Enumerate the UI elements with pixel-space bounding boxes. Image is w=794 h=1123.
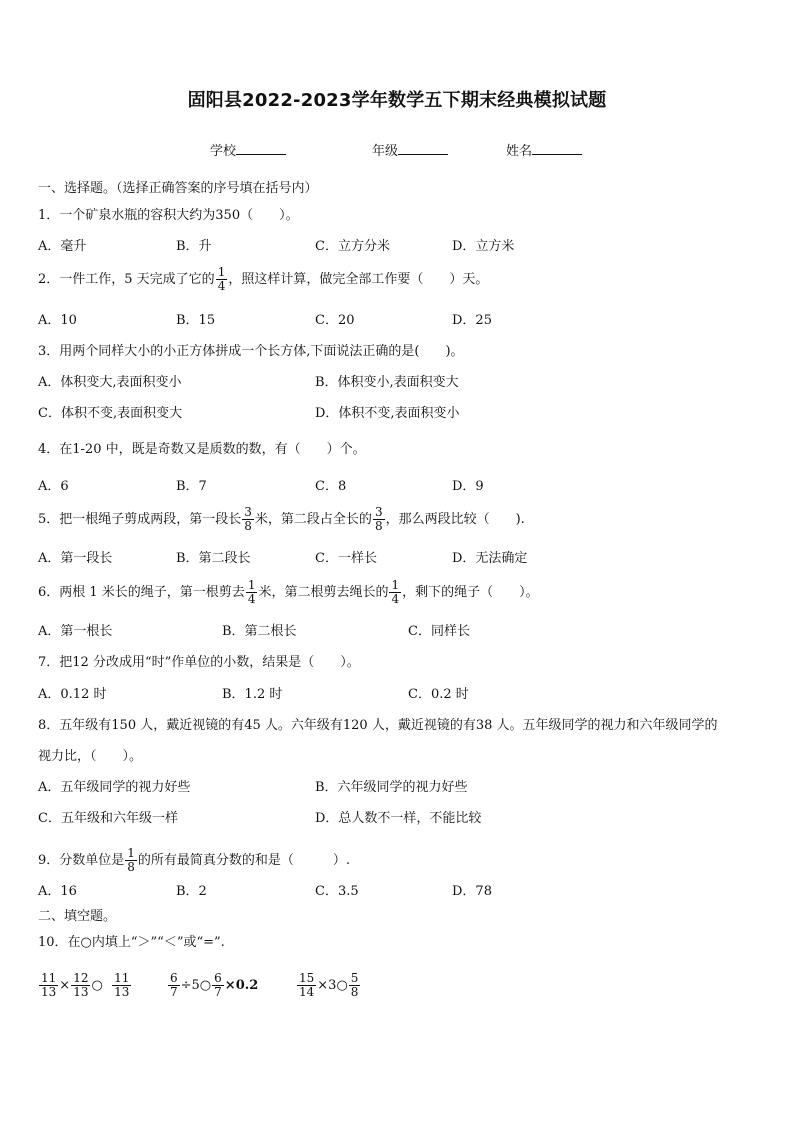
q5-text-pre: 5．把一根绳子剪成两段，第一段长	[38, 512, 242, 527]
q10-e1-n2: 12	[73, 971, 89, 985]
q5-option-a[interactable]: A．第一段长	[38, 551, 113, 566]
q10-e3-n1: 15	[299, 971, 315, 985]
q6-text-mid: 米，第二根剪去绳长的	[258, 585, 389, 600]
q6-frac2-num: 1	[391, 578, 400, 592]
q10-e1-compare-circle[interactable]: ○	[91, 978, 103, 993]
q10-e3-frac-1	[297, 972, 316, 999]
q9-fraction	[125, 847, 137, 874]
q7-option-b[interactable]: B．1.2 时	[222, 687, 283, 702]
q10-e2-n1: 6	[170, 971, 178, 985]
q10-e2-d2: 7	[214, 985, 222, 999]
q9-text-post: 的所有最简真分数的和是（ ）.	[137, 853, 351, 868]
q5-fraction-1	[242, 506, 254, 533]
question-8-cont: 视力比，（ ）。	[38, 749, 143, 764]
school-blank[interactable]	[236, 142, 286, 155]
grade-blank[interactable]	[398, 142, 448, 155]
question-2	[38, 266, 488, 293]
q2-frac-num: 1	[217, 265, 226, 279]
name-field	[506, 140, 582, 159]
q1-option-c[interactable]: C．立方分米	[315, 239, 390, 254]
question-5	[38, 506, 525, 533]
q6-fraction-2	[389, 579, 401, 606]
q5-frac1-num: 3	[244, 505, 252, 519]
q10-e3-d2: 8	[350, 985, 359, 999]
q6-frac1-den: 4	[247, 592, 256, 606]
q6-option-a[interactable]: A．第一根长	[38, 624, 113, 639]
q5-text-post: ，那么两段比较（ ).	[385, 512, 525, 527]
q5-frac2-den: 8	[374, 519, 383, 533]
q1-option-a[interactable]: A．毫升	[38, 239, 87, 254]
q5-frac2-num: 3	[374, 505, 383, 519]
q4-option-c[interactable]: C．8	[315, 479, 347, 494]
q10-e3-operator-compare[interactable]: ×3○	[317, 978, 348, 993]
q10-e2-tail: ×0.2	[224, 978, 259, 993]
q2-fraction	[216, 266, 228, 293]
q1-option-b[interactable]: B．升	[176, 239, 212, 254]
q6-frac1-num: 1	[247, 578, 256, 592]
q10-e2-operator-compare[interactable]: ÷5○	[180, 978, 212, 993]
section-heading-2: 二、填空题。	[38, 909, 117, 924]
q9-option-d[interactable]: D．78	[452, 884, 492, 899]
q6-text-pre: 6．两根 1 米长的绳子，第一根剪去	[38, 585, 245, 600]
question-6	[38, 579, 539, 606]
q10-e1-d1: 13	[41, 985, 57, 999]
q10-expression-3	[296, 972, 361, 999]
q9-option-b[interactable]: B．2	[176, 884, 207, 899]
q10-e2-n2: 6	[214, 971, 222, 985]
q9-option-a[interactable]: A．16	[38, 884, 77, 899]
q4-option-b[interactable]: B．7	[176, 479, 207, 494]
q7-option-a[interactable]: A．0.12 时	[38, 687, 107, 702]
q3-option-c[interactable]: C．体积不变,表面积变大	[38, 406, 183, 421]
q10-e1-frac-2	[71, 972, 90, 999]
question-9	[38, 847, 350, 874]
school-field	[210, 140, 286, 159]
q10-e1-d3: 13	[114, 985, 130, 999]
q10-e3-frac-2	[349, 972, 361, 999]
name-label: 姓名	[506, 144, 533, 159]
q8-option-d[interactable]: D．总人数不一样，不能比较	[315, 811, 482, 826]
grade-label: 年级	[372, 144, 399, 159]
q8-option-b[interactable]: B．六年级同学的视力好些	[315, 780, 468, 795]
q5-frac1-den: 8	[244, 519, 252, 533]
q4-option-a[interactable]: A．6	[38, 479, 69, 494]
q10-e1-n3: 11	[114, 971, 130, 985]
q10-e2-frac-2	[212, 972, 224, 999]
q5-option-d[interactable]: D．无法确定	[452, 551, 528, 566]
q5-fraction-2	[373, 506, 385, 533]
q10-e2-d1: 7	[170, 985, 178, 999]
q10-expression-2	[167, 972, 258, 999]
q3-option-b[interactable]: B．体积变小,表面积变大	[315, 375, 459, 390]
q10-e1-n1: 11	[41, 971, 57, 985]
q9-text-pre: 9．分数单位是	[38, 853, 125, 868]
q3-option-a[interactable]: A．体积变大,表面积变小	[38, 375, 182, 390]
q9-option-c[interactable]: C．3.5	[315, 884, 359, 899]
q10-e3-n2: 5	[350, 971, 359, 985]
q10-expression-1	[38, 972, 132, 999]
name-blank[interactable]	[532, 142, 582, 155]
q9-frac-den: 8	[127, 860, 135, 874]
q10-e3-d1: 14	[299, 985, 315, 999]
q3-option-d[interactable]: D．体积不变,表面积变小	[315, 406, 460, 421]
q5-option-c[interactable]: C．一样长	[315, 551, 377, 566]
q6-frac2-den: 4	[391, 592, 400, 606]
question-1: 1．一个矿泉水瓶的容积大约为350（ ）。	[38, 208, 299, 223]
q6-text-post: ，剩下的绳子（ ）。	[402, 585, 539, 600]
q6-fraction-1	[246, 579, 258, 606]
q5-text-mid: 米，第二段占全长的	[254, 512, 372, 527]
grade-field	[372, 140, 448, 159]
question-10: 10．在○内填上“＞”“＜”或“=”.	[38, 935, 225, 950]
page-title: 固阳县2022-2023学年数学五下期末经典模拟试题	[187, 90, 607, 111]
q10-e1-d2: 13	[73, 985, 89, 999]
q10-e1-frac-3	[112, 972, 131, 999]
q2-option-a[interactable]: A．10	[38, 313, 77, 328]
q2-option-d[interactable]: D．25	[452, 313, 492, 328]
q7-option-c[interactable]: C．0.2 时	[408, 687, 469, 702]
q2-option-c[interactable]: C．20	[315, 313, 355, 328]
q1-option-d[interactable]: D．立方米	[452, 239, 515, 254]
q10-e1-frac-1	[39, 972, 58, 999]
q8-option-a[interactable]: A．五年级同学的视力好些	[38, 780, 191, 795]
school-label: 学校	[210, 144, 237, 159]
q9-frac-num: 1	[127, 846, 135, 860]
question-3: 3．用两个同样大小的小正方体拼成一个长方体,下面说法正确的是( )。	[38, 344, 464, 359]
q10-e2-frac-1	[168, 972, 180, 999]
section-heading-1: 一、选择题。（选择正确答案的序号填在括号内）	[38, 181, 318, 196]
question-7: 7．把12 分改成用“时”作单位的小数，结果是（ ）。	[38, 655, 360, 670]
q4-option-d[interactable]: D．9	[452, 479, 484, 494]
question-4: 4．在1-20 中，既是奇数又是质数的数，有（ ）个。	[38, 442, 366, 457]
question-8: 8．五年级有150 人，戴近视镜的有45 人。六年级有120 人，戴近视镜的有38 人。五年级同学的视力和六年级同学的	[38, 718, 718, 733]
q8-option-c[interactable]: C．五年级和六年级一样	[38, 811, 178, 826]
q2-text-post: ，照这样计算，做完全部工作要（ ）天。	[228, 272, 489, 287]
q10-e1-operator: ×	[59, 978, 71, 993]
q2-frac-den: 4	[217, 279, 226, 293]
q5-option-b[interactable]: B．第二段长	[176, 551, 251, 566]
q6-option-b[interactable]: B．第二根长	[222, 624, 297, 639]
q2-text-pre: 2．一件工作，5 天完成了它的	[38, 272, 215, 287]
q6-option-c[interactable]: C．同样长	[408, 624, 470, 639]
q2-option-b[interactable]: B．15	[176, 313, 216, 328]
